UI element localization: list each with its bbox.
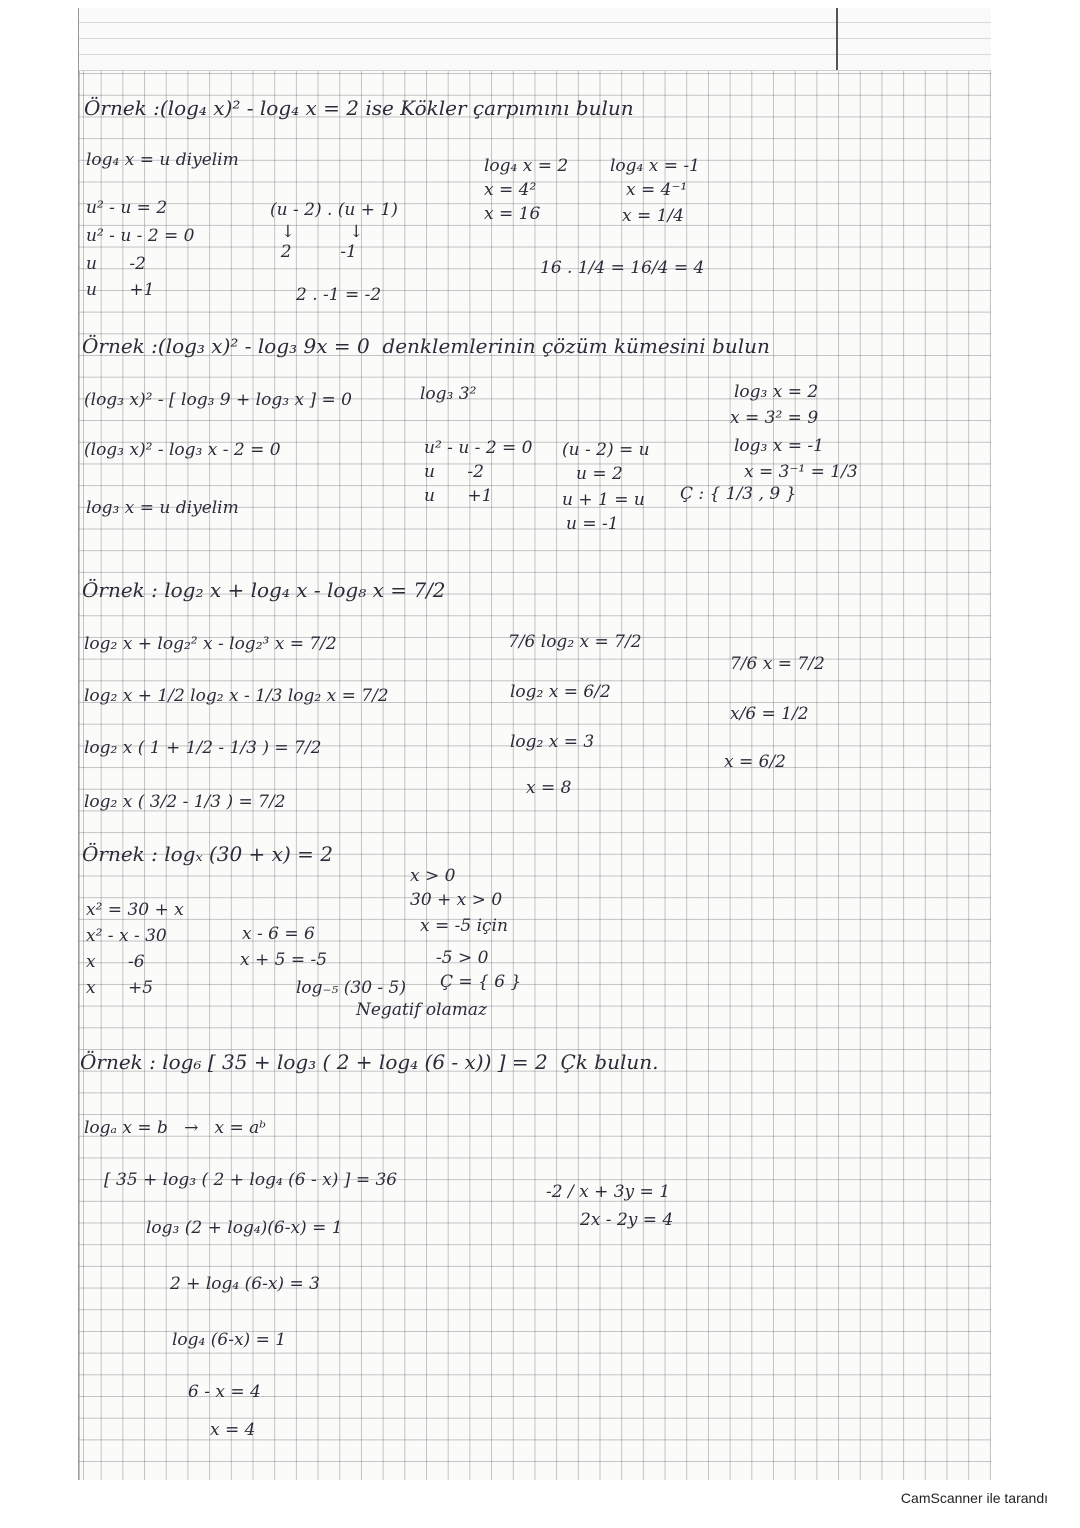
example-4-solution-set: Ç = { 6 } [440, 972, 522, 992]
example-3-line: x/6 = 1/2 [730, 704, 809, 724]
page-header-band [79, 8, 991, 71]
example-5-line: [ 35 + log₃ ( 2 + log₄ (6 - x) ] = 36 [104, 1170, 398, 1190]
example-4-line: x = -5 için [420, 916, 508, 936]
example-2-line: u = -1 [566, 514, 619, 534]
example-2-line: log₃ 3² [420, 384, 477, 404]
example-4-line: x² - x - 30 [86, 926, 167, 946]
example-2-line: u + 1 = u [562, 490, 645, 510]
example-2-line: u -2 [424, 462, 484, 482]
example-3-line: log₂ x = 6/2 [510, 682, 611, 702]
header-rule [79, 38, 991, 39]
example-5-line: 2 + log₄ (6-x) = 3 [170, 1274, 320, 1294]
example-4-line: x +5 [86, 978, 154, 998]
example-2-line: log₃ x = u diyelim [86, 498, 239, 518]
example-1-line: log₄ x = 2 [484, 156, 569, 176]
example-4-line: -5 > 0 [436, 948, 489, 968]
example-5-line: 2x - 2y = 4 [580, 1210, 674, 1230]
example-5-title: Örnek : log₆ [ 35 + log₃ ( 2 + log₄ (6 - x)) ] = 2 Çk bulun. [80, 1050, 659, 1074]
example-2-line: u = 2 [576, 464, 623, 484]
example-1-line: x = 16 [484, 204, 541, 224]
example-2-solution-set: Ç : { 1/3 , 9 } [680, 484, 797, 504]
example-3-line: log₂ x ( 3/2 - 1/3 ) = 7/2 [84, 792, 286, 812]
example-5-line: logₐ x = b → x = aᵇ [84, 1118, 267, 1138]
example-1-line: ↓ ↓ [270, 222, 364, 242]
example-1-line: u² - u = 2 [86, 198, 168, 218]
example-4-line: x - 6 = 6 [242, 924, 315, 944]
example-4-line: log₋₅ (30 - 5) [296, 978, 407, 998]
example-1-line: log₄ x = -1 [610, 156, 700, 176]
example-2-line: x = 3² = 9 [730, 408, 819, 428]
example-1-line: u² - u - 2 = 0 [86, 226, 195, 246]
example-5-line: log₃ (2 + log₄)(6-x) = 1 [146, 1218, 343, 1238]
scanner-watermark: CamScanner ile tarandı [900, 1490, 1048, 1506]
example-1-line: x = 4² [484, 180, 537, 200]
example-1-line: x = 1/4 [622, 206, 684, 226]
example-5-line: 6 - x = 4 [188, 1382, 261, 1402]
header-divider [836, 8, 838, 70]
example-1-line: 16 . 1/4 = 16/4 = 4 [540, 258, 705, 278]
example-5-line: x = 4 [210, 1420, 256, 1440]
example-4-line: x -6 [86, 952, 145, 972]
example-1-line: (u - 2) . (u + 1) [270, 200, 398, 220]
example-3-line: x = 6/2 [724, 752, 786, 772]
example-4-line: x + 5 = -5 [240, 950, 328, 970]
example-1-line: 2 . -1 = -2 [296, 285, 382, 305]
example-1-line: x = 4⁻¹ [626, 180, 688, 200]
example-4-line: x² = 30 + x [86, 900, 184, 920]
example-2-line: u² - u - 2 = 0 [424, 438, 533, 458]
example-3-title: Örnek : log₂ x + log₄ x - log₈ x = 7/2 [82, 578, 446, 602]
example-1-line: 2 -1 [270, 242, 357, 262]
example-3-line: 7/6 log₂ x = 7/2 [508, 632, 642, 652]
example-4-line: 30 + x > 0 [410, 890, 503, 910]
example-2-line: u +1 [424, 486, 493, 506]
example-4-title: Örnek : logₓ (30 + x) = 2 [82, 842, 333, 866]
header-rule [79, 22, 991, 23]
example-4-line: Negatif olamaz [356, 1000, 487, 1020]
example-2-title: Örnek :(log₃ x)² - log₃ 9x = 0 denklemlerinin çözüm kümesini bulun [82, 334, 770, 358]
example-2-line: (log₃ x)² - [ log₃ 9 + log₃ x ] = 0 [84, 390, 352, 410]
example-3-line: 7/6 x = 7/2 [730, 654, 825, 674]
example-1-line: u -2 [86, 254, 146, 274]
example-3-line: log₂ x ( 1 + 1/2 - 1/3 ) = 7/2 [84, 738, 322, 758]
example-4-line: x > 0 [410, 866, 456, 886]
header-rule [79, 54, 991, 55]
example-2-line: x = 3⁻¹ = 1/3 [744, 462, 858, 482]
example-3-line: log₂ x + 1/2 log₂ x - 1/3 log₂ x = 7/2 [84, 686, 389, 706]
example-1-line: log₄ x = u diyelim [86, 150, 239, 170]
example-5-line: -2 / x + 3y = 1 [546, 1182, 671, 1202]
example-2-line: (u - 2) = u [562, 440, 650, 460]
example-1-title: Örnek :(log₄ x)² - log₄ x = 2 ise Kökler çarpımını bulun [84, 96, 634, 120]
example-2-line: log₃ x = 2 [734, 382, 819, 402]
example-3-line: log₂ x = 3 [510, 732, 595, 752]
example-1-line: u +1 [86, 280, 155, 300]
example-2-line: (log₃ x)² - log₃ x - 2 = 0 [84, 440, 281, 460]
example-3-line: x = 8 [526, 778, 572, 798]
example-2-line: log₃ x = -1 [734, 436, 824, 456]
example-5-line: log₄ (6-x) = 1 [172, 1330, 287, 1350]
example-3-line: log₂ x + log₂² x - log₂³ x = 7/2 [84, 634, 337, 654]
